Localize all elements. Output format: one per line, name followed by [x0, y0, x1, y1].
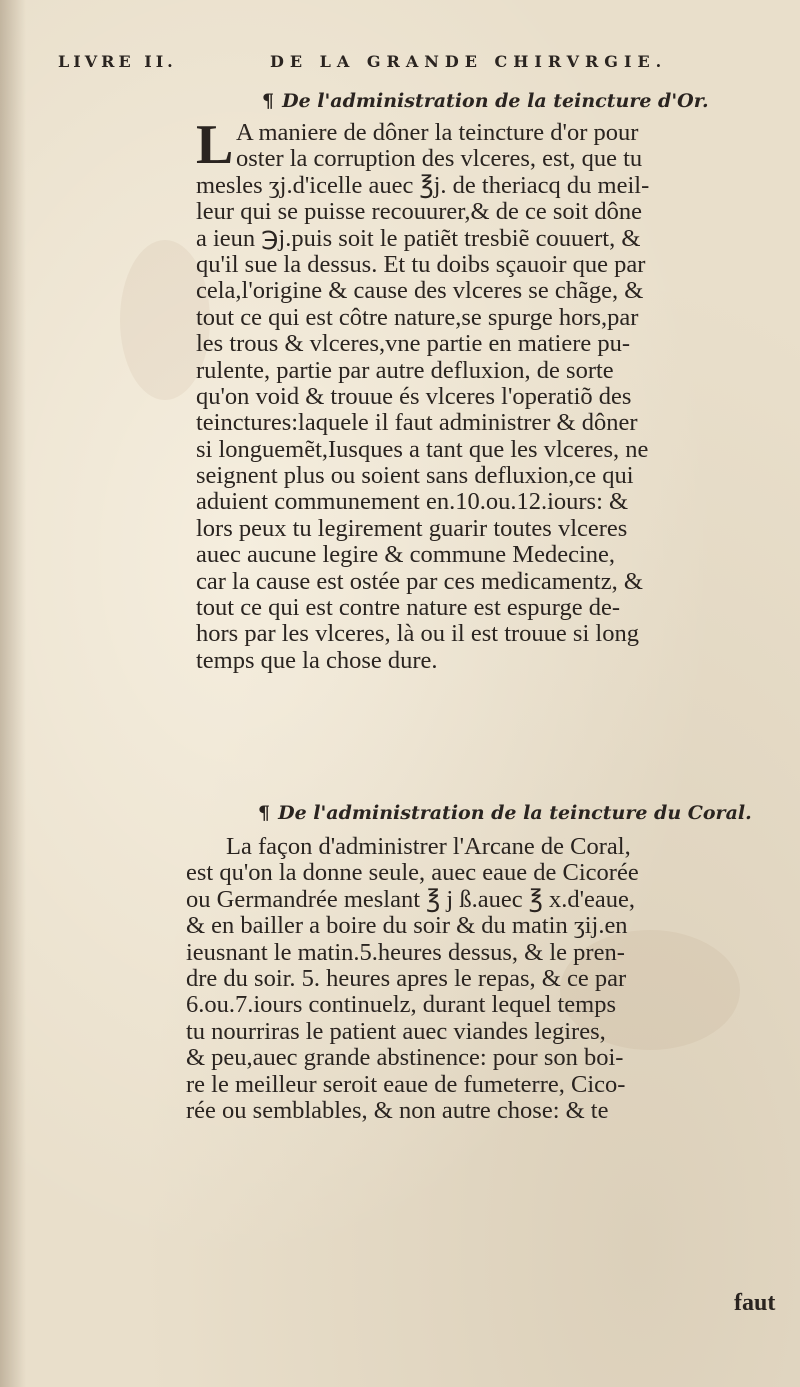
text-line: les trous & vlceres,vne partie en matiere pu-	[196, 330, 631, 358]
section1-body	[196, 114, 792, 674]
text-line: re le meilleur seroit eaue de fumeterre, Cico-	[186, 1070, 626, 1098]
text-line: teinctures:laquele il faut administrer & dôner	[196, 409, 638, 437]
book-number: LIVRE II.	[58, 52, 177, 71]
pilcrow-icon: ¶	[258, 802, 271, 824]
drop-capital: L	[196, 114, 234, 176]
text-line: tout ce qui est côtre nature,se spurge hors,par	[196, 303, 639, 331]
gutter-shadow	[0, 0, 26, 1387]
text-line: qu'il sue la dessus. Et tu doibs sçauoir que par	[196, 250, 646, 278]
section1-rubric	[262, 90, 782, 112]
section2-rubric	[258, 802, 778, 824]
text-line: hors par les vlceres, là ou il est trouue si long	[196, 620, 639, 648]
text-line: auec aucune legire & commune Medecine,	[196, 541, 616, 569]
text-line: ieusnant le matin.5.heures dessus, & le pren-	[186, 938, 625, 966]
text-line: 6.ou.7.iours continuelz, durant lequel temps	[186, 991, 617, 1019]
text-line: ou Germandrée meslant ℥ j ß.auec ℥ x.d'eaue,	[186, 885, 636, 913]
text-line: qu'on void & trouue és vlceres l'operatiõ des	[196, 382, 632, 410]
text-line: dre du soir. 5. heures apres le repas, & ce par	[186, 964, 627, 992]
text-line: cela,l'origine & cause des vlceres se chãge, &	[196, 277, 644, 305]
text-line: tu nourriras le patient auec viandes legires,	[186, 1017, 606, 1045]
text-line: mesles ʒj.d'icelle auec ℥j. de theriacq du meil-	[196, 171, 650, 199]
text-line: rulente, partie par autre defluxion, de sorte	[196, 356, 614, 384]
text-line: oster la corruption des vlceres, est, que tu	[236, 145, 643, 173]
text-line: & peu,auec grande abstinence: pour son boi-	[186, 1044, 624, 1072]
text-line: La façon d'administrer l'Arcane de Coral,	[226, 833, 631, 860]
text-line: seignent plus ou soient sans defluxion,ce qui	[196, 462, 634, 490]
catchword: faut	[734, 1290, 776, 1316]
text-line: A maniere de dôner la teincture d'or pour	[236, 119, 639, 146]
text-line: si longuemẽt,Iusques a tant que les vlceres, ne	[196, 435, 649, 463]
section2-body	[186, 834, 792, 1124]
text-line: aduient communement en.10.ou.12.iours: &	[196, 488, 629, 516]
pilcrow-icon: ¶	[262, 90, 275, 112]
text-line: & en bailler a boire du soir & du matin ʒij.en	[186, 912, 628, 940]
text-line: est qu'on la donne seule, auec eaue de Cicorée	[186, 859, 639, 887]
text-line: lors peux tu legirement guarir toutes vlceres	[196, 514, 628, 542]
section1-heading: De l'administration de la teincture d'Or.	[282, 90, 709, 112]
text-line: car la cause est ostée par ces medicamentz, &	[196, 567, 643, 595]
running-header	[0, 52, 800, 78]
text-line: leur qui se puisse recouurer,& de ce soit dône	[196, 198, 643, 226]
text-line: tout ce qui est contre nature est espurge de-	[196, 594, 621, 622]
section2-heading: De l'administration de la teincture du Coral.	[278, 802, 752, 824]
text-line: rée ou semblables, & non autre chose: & te	[186, 1096, 609, 1124]
running-title: DE LA GRANDE CHIRVRGIE.	[270, 52, 668, 71]
text-line: temps que la chose dure.	[196, 646, 438, 674]
text-line: a ieun ℈j.puis soit le patiẽt tresbiẽ couuert, &	[196, 224, 641, 252]
